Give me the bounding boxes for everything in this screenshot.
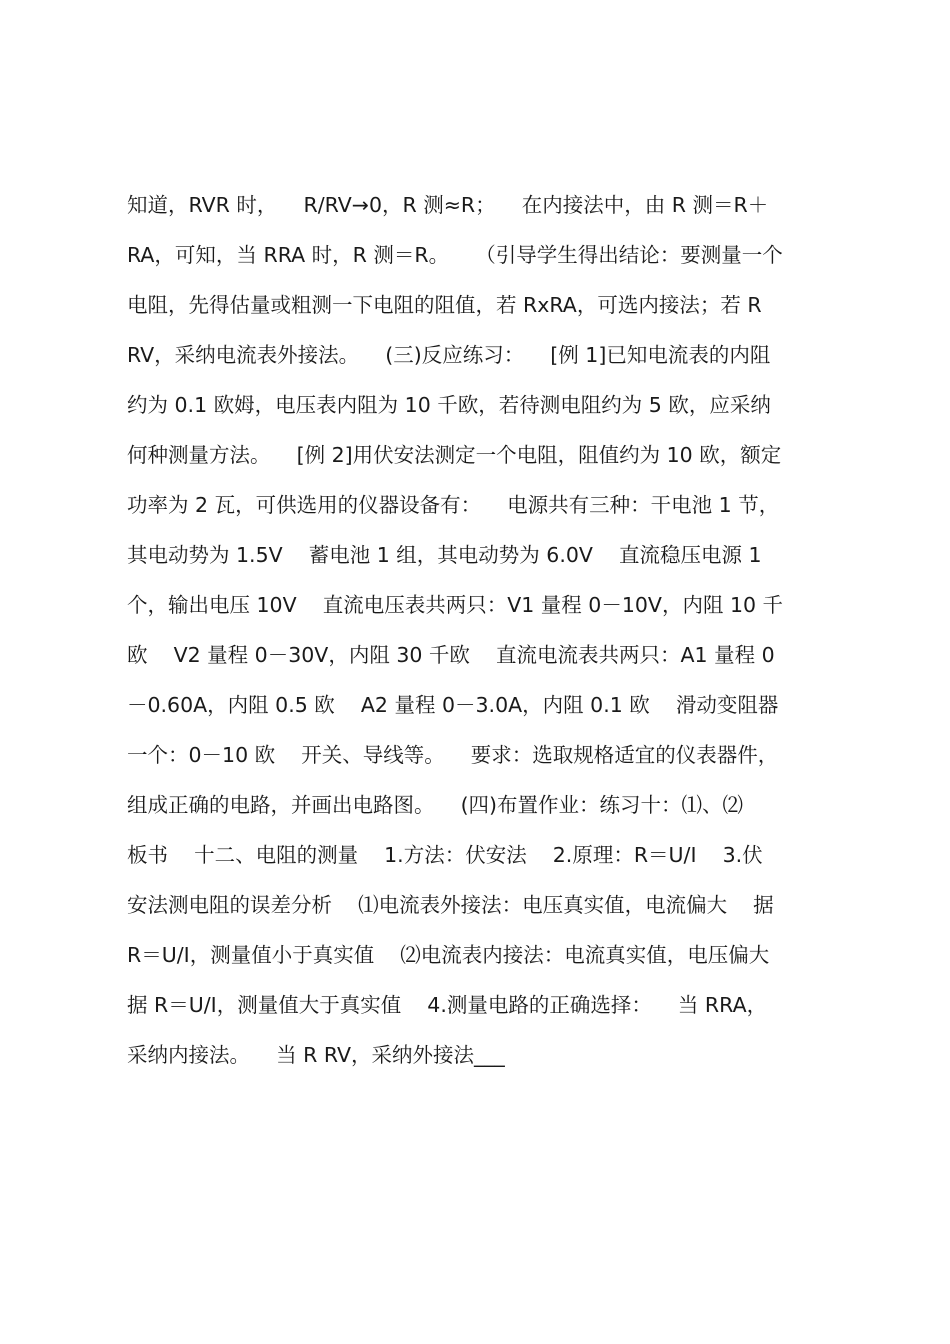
text-line: 组成正确的电路，并画出电路图。 (四)布置作业：练习十：⑴、⑵ xyxy=(127,793,744,817)
text-line: 欧 V2 量程 0－30V，内阻 30 千欧 直流电流表共两只：A1 量程 0 xyxy=(127,643,775,667)
text-line: 何种测量方法。 [例 2]用伏安法测定一个电阻，阻值约为 10 欧，额定 xyxy=(127,443,782,467)
text-line: 约为 0.1 欧姆，电压表内阻为 10 千欧，若待测电阻约为 5 欧，应采纳 xyxy=(127,393,771,417)
text-line: RV，采纳电流表外接法。 (三)反应练习： [例 1]已知电流表的内阻 xyxy=(127,343,771,367)
text-line: 功率为 2 瓦，可供选用的仪器设备有： 电源共有三种：干电池 1 节， xyxy=(127,493,780,517)
text-line: 一个：0－10 欧 开关、导线等。 要求：选取规格适宜的仪表器件， xyxy=(127,743,779,767)
text-line: 个，输出电压 10V 直流电压表共两只：V1 量程 0－10V，内阻 10 千 xyxy=(127,593,784,617)
text-line: 电阻，先得估量或粗测一下电阻的阻值，若 RxRA，可选内接法；若 R xyxy=(127,293,762,317)
text-line: 知道，RVR 时， R/RV→0，R 测≈R； 在内接法中，由 R 测＝R＋ xyxy=(127,193,769,217)
text-line: 据 R＝U/I，测量值大于真实值 4.测量电路的正确选择： 当 RRA， xyxy=(127,993,768,1017)
text-line: 其电动势为 1.5V 蓄电池 1 组，其电动势为 6.0V 直流稳压电源 1 xyxy=(127,543,762,567)
text-line: RA，可知，当 RRA 时，R 测＝R。 （引导学生得出结论：要测量一个 xyxy=(127,243,783,267)
text-line: 安法测电阻的误差分析 ⑴电流表外接法：电压真实值，电流偏大 据 xyxy=(127,893,774,917)
text-line: －0.60A，内阻 0.5 欧 A2 量程 0－3.0A，内阻 0.1 欧 滑动变阻器 xyxy=(127,693,779,717)
text-line: 采纳内接法。 当 R RV，采纳外接法___ xyxy=(127,1043,505,1067)
body-text xyxy=(127,180,835,1080)
text-line: R＝U/I，测量值小于真实值 ⑵电流表内接法：电流真实值，电压偏大 xyxy=(127,943,770,967)
text-line: 板书 十二、电阻的测量 1.方法：伏安法 2.原理：R＝U/I 3.伏 xyxy=(127,843,763,867)
